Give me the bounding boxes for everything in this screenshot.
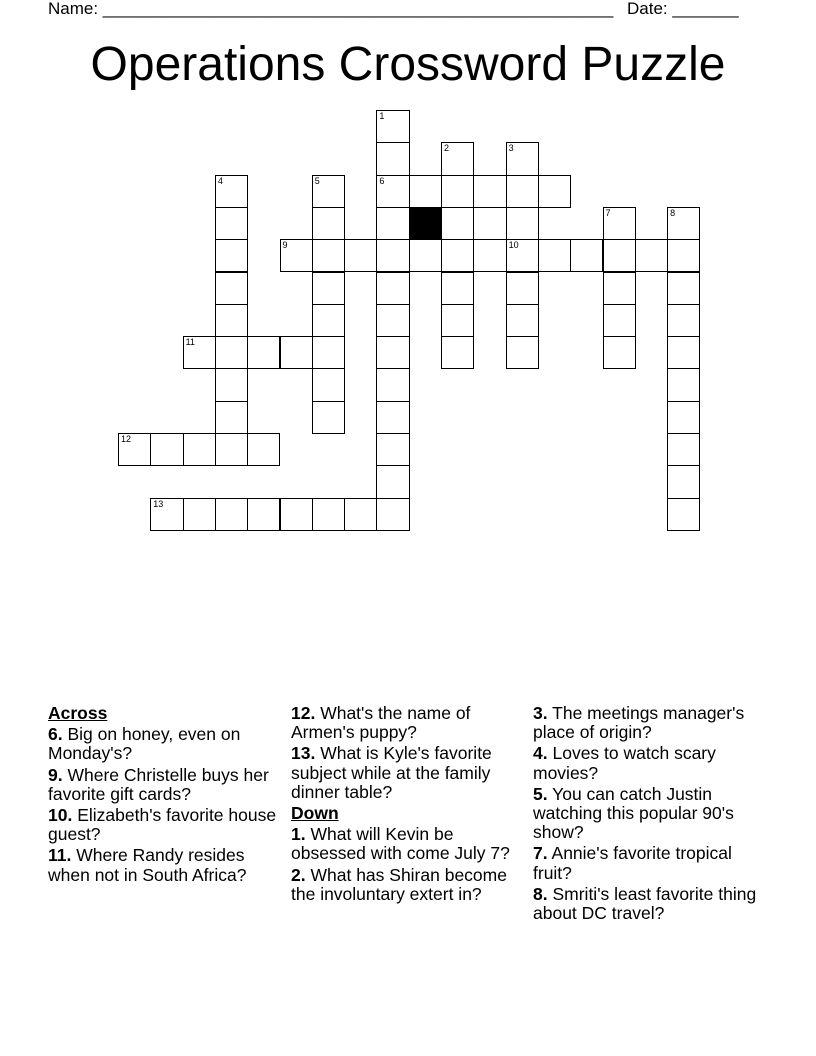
- grid-cell[interactable]: [603, 239, 636, 272]
- grid-cell[interactable]: [376, 239, 409, 272]
- clue-across-9: 9. Where Christelle buys her favorite gift cards?: [48, 764, 269, 804]
- clue-number-label: 13: [153, 498, 164, 509]
- grid-cell[interactable]: [376, 175, 409, 208]
- grid-cell[interactable]: [441, 142, 474, 175]
- clue-across-6: 6. Big on honey, even on Monday's?: [48, 724, 241, 764]
- clue-down-3: 3. The meetings manager's place of origin?: [533, 703, 745, 743]
- clue-number-label: 11: [185, 337, 195, 348]
- grid-cell[interactable]: [376, 110, 409, 143]
- across-heading: Across: [48, 703, 108, 723]
- grid-cell[interactable]: [215, 207, 248, 240]
- grid-cell[interactable]: [280, 239, 313, 272]
- grid-cell[interactable]: [312, 175, 345, 208]
- clue-down-4: 4. Loves to watch scary movies?: [533, 743, 716, 783]
- grid-cell[interactable]: [667, 498, 700, 531]
- grid-cell[interactable]: [409, 239, 442, 272]
- grid-cell[interactable]: [215, 368, 248, 401]
- grid-cell[interactable]: [667, 239, 700, 272]
- grid-cell[interactable]: [376, 401, 409, 434]
- clue-column-3: [533, 702, 771, 924]
- grid-cell[interactable]: [215, 336, 248, 369]
- grid-cell[interactable]: [150, 498, 183, 531]
- grid-cell[interactable]: [376, 272, 409, 305]
- grid-cell[interactable]: [183, 498, 216, 531]
- grid-cell[interactable]: [312, 207, 345, 240]
- grid-cell[interactable]: [506, 175, 539, 208]
- clue-number-label: 9: [282, 240, 288, 251]
- grid-cell[interactable]: [603, 207, 636, 240]
- grid-block-cell: [409, 207, 442, 240]
- grid-cell[interactable]: [570, 239, 603, 272]
- grid-cell[interactable]: [667, 207, 700, 240]
- grid-cell[interactable]: [215, 498, 248, 531]
- clue-number-label: 2: [444, 143, 450, 154]
- grid-cell[interactable]: [247, 433, 280, 466]
- grid-cell[interactable]: [376, 498, 409, 531]
- grid-cell[interactable]: [538, 239, 571, 272]
- page-title: Operations Crossword Puzzle: [90, 38, 726, 91]
- grid-cell[interactable]: [538, 175, 571, 208]
- clue-down-7: 7. Annie's favorite tropical fruit?: [533, 843, 732, 883]
- grid-cell[interactable]: [473, 175, 506, 208]
- clue-down-2: 2. What has Shiran become the involuntary extert in?: [291, 864, 507, 904]
- grid-cell[interactable]: [376, 433, 409, 466]
- clue-number-label: 8: [670, 207, 676, 218]
- grid-cell[interactable]: [344, 498, 377, 531]
- grid-cell[interactable]: [506, 304, 539, 337]
- clue-across-10: 10. Elizabeth's favorite house guest?: [48, 805, 277, 845]
- grid-cell[interactable]: [376, 336, 409, 369]
- grid-cell[interactable]: [312, 401, 345, 434]
- clue-number-label: 5: [314, 175, 320, 186]
- grid-cell[interactable]: [441, 207, 474, 240]
- grid-cell[interactable]: [506, 272, 539, 305]
- grid-cell[interactable]: [473, 239, 506, 272]
- grid-cell[interactable]: [667, 401, 700, 434]
- grid-cell[interactable]: [667, 465, 700, 498]
- grid-cell[interactable]: [312, 239, 345, 272]
- grid-cell[interactable]: [667, 272, 700, 305]
- clue-down-8: 8. Smriti's least favorite thing about DC travel?: [533, 883, 757, 924]
- clue-across-11: 11. Where Randy resides when not in South Africa?: [48, 845, 247, 885]
- grid-cell[interactable]: [344, 239, 377, 272]
- grid-cell[interactable]: [376, 465, 409, 498]
- clue-number-label: 10: [508, 240, 519, 251]
- grid-cell[interactable]: [603, 272, 636, 305]
- grid-cell[interactable]: [441, 175, 474, 208]
- grid-cell[interactable]: [215, 175, 248, 208]
- grid-cell[interactable]: [150, 433, 183, 466]
- grid-cell[interactable]: [183, 336, 216, 369]
- grid-cell[interactable]: [312, 368, 345, 401]
- grid-cell[interactable]: [441, 304, 474, 337]
- grid-cell[interactable]: [441, 336, 474, 369]
- grid-cell[interactable]: [247, 336, 280, 369]
- grid-cell[interactable]: [376, 142, 409, 175]
- grid-cell[interactable]: [667, 368, 700, 401]
- grid-cell[interactable]: [312, 498, 345, 531]
- grid-cell[interactable]: [506, 142, 539, 175]
- grid-cell[interactable]: [215, 401, 248, 434]
- grid-cell[interactable]: [409, 175, 442, 208]
- grid-cell[interactable]: [441, 239, 474, 272]
- grid-cell[interactable]: [215, 239, 248, 272]
- grid-cell[interactable]: [506, 239, 539, 272]
- grid-cell[interactable]: [603, 304, 636, 337]
- grid-cell[interactable]: [312, 304, 345, 337]
- grid-cell[interactable]: [280, 498, 313, 531]
- clue-number-label: 3: [508, 143, 514, 154]
- clue-number-label: 7: [605, 207, 611, 218]
- down-heading: Down: [291, 803, 339, 824]
- grid-cell[interactable]: [667, 304, 700, 337]
- grid-cell[interactable]: [376, 304, 409, 337]
- grid-cell[interactable]: [635, 239, 668, 272]
- grid-cell[interactable]: [247, 498, 280, 531]
- date-field-label: Date: _______: [627, 0, 739, 18]
- name-field-label: Name: ______________________________________________________: [48, 0, 614, 18]
- grid-cell[interactable]: [506, 207, 539, 240]
- grid-cell[interactable]: [280, 336, 313, 369]
- clue-number-label: 6: [379, 175, 385, 186]
- grid-cell[interactable]: [215, 304, 248, 337]
- clue-column-2: [291, 702, 529, 905]
- grid-cell[interactable]: [215, 272, 248, 305]
- grid-cell[interactable]: [667, 336, 700, 369]
- grid-cell[interactable]: [118, 433, 151, 466]
- clue-across-13: 13. What is Kyle's favorite subject while at the family dinner table?: [291, 743, 492, 802]
- grid-cell[interactable]: [312, 336, 345, 369]
- clue-down-1: 1. What will Kevin be obsessed with come July 7?: [291, 824, 510, 864]
- grid-cell[interactable]: [215, 433, 248, 466]
- grid-cell[interactable]: [506, 336, 539, 369]
- clue-column-1: [48, 702, 286, 886]
- clue-number-label: 12: [121, 434, 132, 444]
- grid-cell[interactable]: [183, 433, 216, 466]
- grid-cell[interactable]: [312, 272, 345, 305]
- grid-cell[interactable]: [667, 433, 700, 466]
- clue-down-5: 5. You can catch Justin watching this popular 90's show?: [533, 783, 734, 843]
- grid-cell[interactable]: [376, 368, 409, 401]
- clue-number-label: 4: [217, 175, 223, 186]
- grid-cell[interactable]: [441, 272, 474, 305]
- grid-cell[interactable]: [376, 207, 409, 240]
- clue-across-12: 12. What's the name of Armen's puppy?: [291, 703, 471, 743]
- clue-number-label: 1: [379, 111, 385, 121]
- grid-cell[interactable]: [603, 336, 636, 369]
